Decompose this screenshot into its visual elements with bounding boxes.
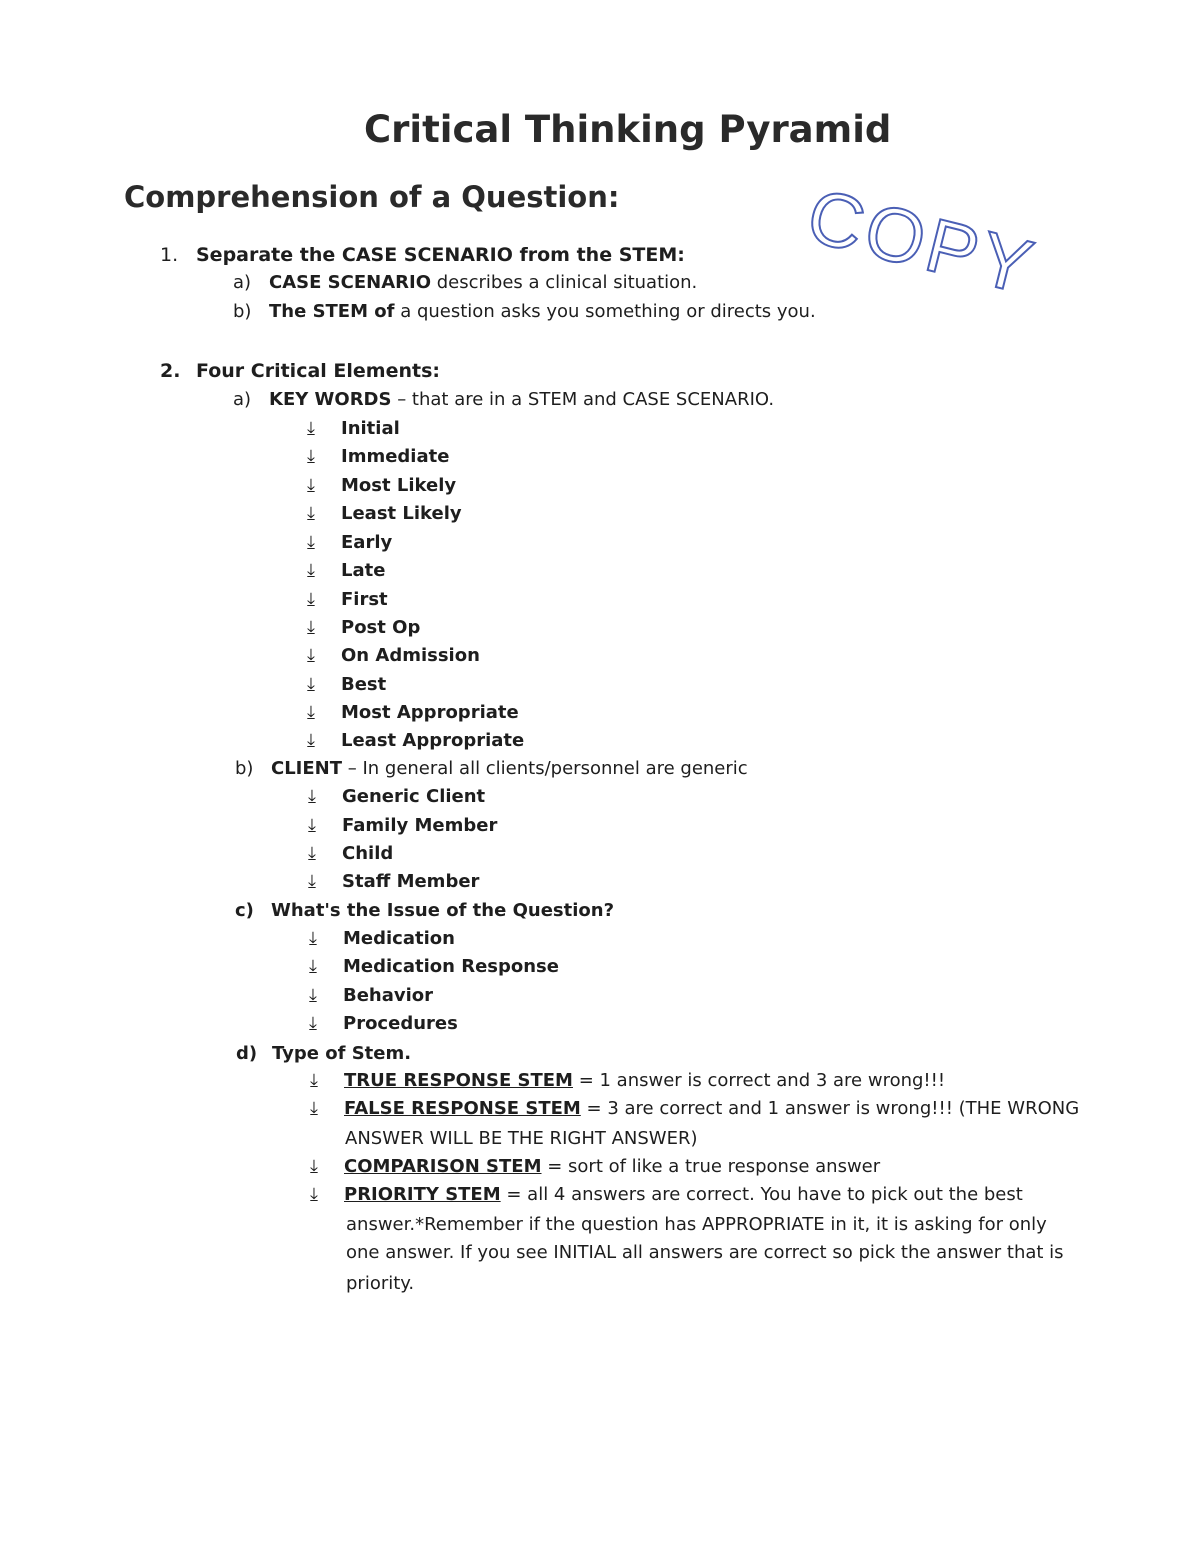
item-number: 2. <box>160 360 181 382</box>
stem-text: = 3 are correct and 1 answer is wrong!!! (THE WRONG <box>580 1098 1080 1119</box>
bullet-text: Post Op <box>341 617 421 638</box>
arrow-down-icon: ⤓ <box>308 815 316 836</box>
bullet-text: Early <box>341 532 393 553</box>
sub-item-2a <box>233 389 774 410</box>
stem-text-continued: one answer. If you see INITIAL all answers are correct so pick the answer that is <box>346 1242 1064 1263</box>
arrow-down-icon: ⤓ <box>310 1098 318 1119</box>
list-item <box>310 1070 945 1091</box>
arrow-down-icon: ⤓ <box>307 589 315 610</box>
list-item <box>308 871 479 892</box>
bullet-text: Immediate <box>341 446 450 467</box>
list-item <box>307 560 385 581</box>
arrow-down-icon: ⤓ <box>309 928 317 949</box>
arrow-down-icon: ⤓ <box>307 702 315 723</box>
arrow-down-icon: ⤓ <box>310 1070 318 1091</box>
bullet-text: First <box>341 589 388 610</box>
bullet-text: Most Likely <box>341 475 457 496</box>
bullet-text: On Admission <box>341 645 480 666</box>
list-item <box>307 503 462 524</box>
sub-bold: KEY WORDS <box>269 389 392 410</box>
sub-label: d) <box>236 1043 258 1064</box>
arrow-down-icon: ⤓ <box>307 475 315 496</box>
arrow-down-icon: ⤓ <box>307 674 315 695</box>
list-item <box>309 956 559 977</box>
sub-text: a question asks you something or directs you. <box>394 301 816 322</box>
list-item <box>310 1098 1079 1119</box>
arrow-down-icon: ⤓ <box>307 446 315 467</box>
list-item <box>307 730 524 751</box>
arrow-down-icon: ⤓ <box>307 560 315 581</box>
list-item <box>307 617 420 638</box>
stem-text-continued: answer.*Remember if the question has APPROPRIATE in it, it is asking for only <box>346 1214 1047 1235</box>
bullet-text: Medication <box>343 928 455 949</box>
stem-term: COMPARISON STEM <box>344 1156 542 1177</box>
sub-bold: The STEM of <box>269 301 395 322</box>
sub-text: – that are in a STEM and CASE SCENARIO. <box>391 389 775 410</box>
list-item <box>309 985 433 1006</box>
sub-label: b) <box>235 758 254 779</box>
list-item <box>310 1156 880 1177</box>
bullet-text: Least Appropriate <box>341 730 525 751</box>
arrow-down-icon: ⤓ <box>310 1156 318 1177</box>
arrow-down-icon: ⤓ <box>307 418 315 439</box>
sub-bold: CASE SCENARIO <box>269 272 431 293</box>
bullet-text: Staff Member <box>342 871 480 892</box>
stem-term: FALSE RESPONSE STEM <box>344 1098 581 1119</box>
list-item <box>307 674 386 695</box>
bullet-text: Late <box>341 560 386 581</box>
sub-item-1a <box>233 272 697 293</box>
list-item <box>307 532 392 553</box>
arrow-down-icon: ⤓ <box>309 985 317 1006</box>
copy-stamp: COPY <box>799 172 1045 312</box>
arrow-down-icon: ⤓ <box>308 871 316 892</box>
stem-text: = 1 answer is correct and 3 are wrong!!! <box>572 1070 946 1091</box>
item-number: 1. <box>160 244 179 266</box>
list-item <box>307 446 449 467</box>
stem-text: = all 4 answers are correct. You have to pick out the best <box>500 1184 1023 1205</box>
list-item-2 <box>160 360 440 382</box>
arrow-down-icon: ⤓ <box>308 843 316 864</box>
sub-text: – In general all clients/personnel are generic <box>342 758 748 779</box>
arrow-down-icon: ⤓ <box>307 645 315 666</box>
sub-label: c) <box>235 900 254 921</box>
bullet-text: Least Likely <box>341 503 462 524</box>
sub-label: a) <box>233 272 252 293</box>
item-label: Four Critical Elements: <box>196 360 440 382</box>
bullet-text: Family Member <box>342 815 498 836</box>
list-item <box>308 843 393 864</box>
list-item <box>309 1013 458 1034</box>
bullet-text: Behavior <box>343 985 434 1006</box>
sub-text: describes a clinical situation. <box>431 272 698 293</box>
arrow-down-icon: ⤓ <box>309 956 317 977</box>
sub-item-1b <box>233 301 816 322</box>
sub-bold: CLIENT <box>271 758 343 779</box>
list-item <box>307 589 388 610</box>
stem-term: PRIORITY STEM <box>344 1184 501 1205</box>
page-title: Critical Thinking Pyramid <box>364 108 892 151</box>
stem-term: TRUE RESPONSE STEM <box>344 1070 573 1091</box>
stem-text-continued: ANSWER WILL BE THE RIGHT ANSWER) <box>345 1128 698 1149</box>
sub-bold: Type of Stem. <box>272 1043 412 1064</box>
stem-text-continued: priority. <box>346 1273 415 1294</box>
list-item <box>308 786 485 807</box>
bullet-text: Most Appropriate <box>341 702 519 723</box>
sub-item-2b <box>235 758 748 779</box>
stem-text: = sort of like a true response answer <box>541 1156 881 1177</box>
arrow-down-icon: ⤓ <box>308 786 316 807</box>
bullet-text: Child <box>342 843 394 864</box>
arrow-down-icon: ⤓ <box>307 730 315 751</box>
item-label: Separate the CASE SCENARIO from the STEM: <box>196 244 685 266</box>
arrow-down-icon: ⤓ <box>307 532 315 553</box>
list-item-1 <box>160 244 685 266</box>
sub-bold: What's the Issue of the Question? <box>271 900 615 921</box>
sub-item-2d <box>236 1043 411 1064</box>
list-item <box>309 928 455 949</box>
sub-label: a) <box>233 389 252 410</box>
list-item <box>307 702 519 723</box>
section-heading: Comprehension of a Question: <box>124 180 620 214</box>
arrow-down-icon: ⤓ <box>309 1013 317 1034</box>
bullet-text: Generic Client <box>342 786 486 807</box>
list-item <box>307 418 400 439</box>
list-item <box>307 645 480 666</box>
bullet-text: Medication Response <box>343 956 559 977</box>
bullet-text: Best <box>341 674 387 695</box>
sub-item-2c <box>235 900 614 921</box>
bullet-text: Initial <box>341 418 400 439</box>
sub-label: b) <box>233 301 252 322</box>
list-item <box>308 815 497 836</box>
arrow-down-icon: ⤓ <box>310 1184 318 1205</box>
arrow-down-icon: ⤓ <box>307 617 315 638</box>
arrow-down-icon: ⤓ <box>307 503 315 524</box>
bullet-text: Procedures <box>343 1013 458 1034</box>
list-item <box>310 1184 1023 1205</box>
list-item <box>307 475 456 496</box>
